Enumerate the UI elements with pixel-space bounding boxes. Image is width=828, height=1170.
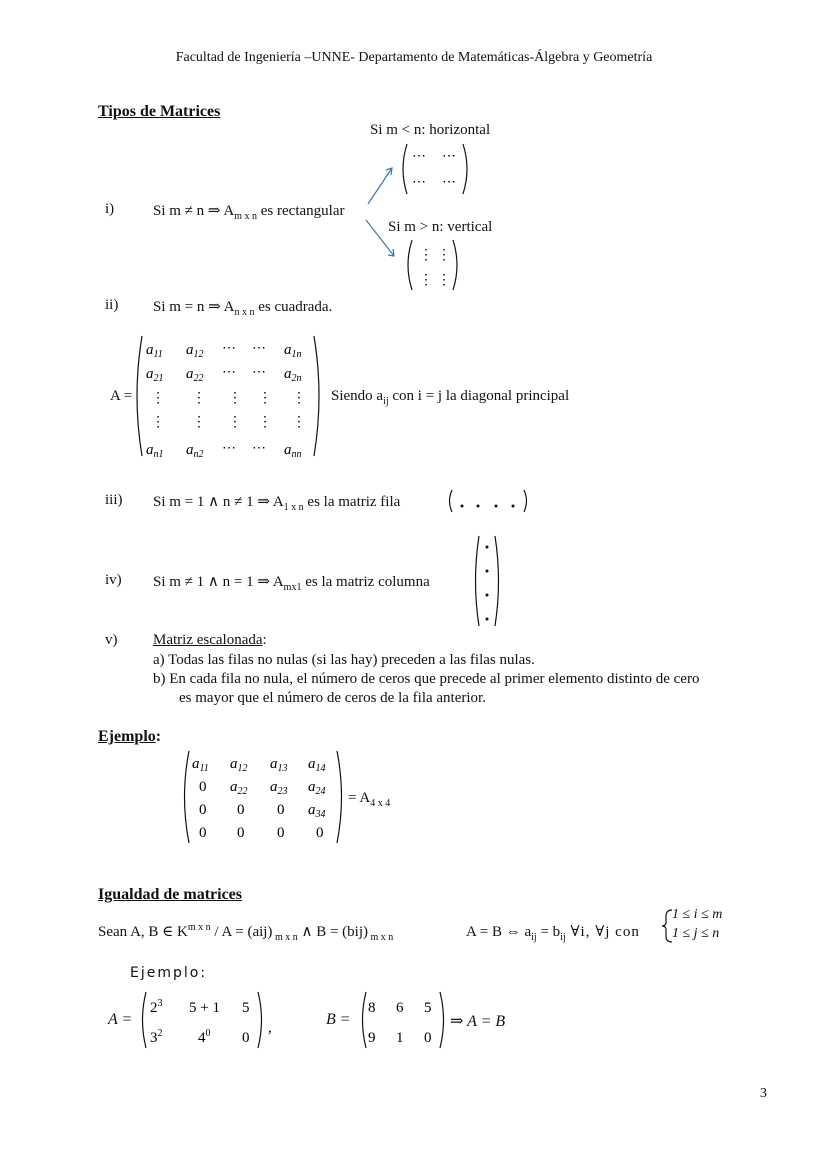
svg-text:⋮: ⋮ [419,273,433,288]
section-title-igualdad: Igualdad de matrices [98,886,242,903]
vertical-label: Si m > n: vertical [388,219,493,235]
column-matrix [470,533,504,629]
example-result: = $A_{4 x 4}$ [348,790,391,809]
example-conclusion: ⇒ A = B [450,1013,506,1030]
example-A-label: A = [108,1011,133,1028]
svg-text:⋮: ⋮ [151,391,165,406]
svg-text:1: 1 [396,1030,404,1046]
svg-text:a12: $a_{12}$ [230,756,248,774]
svg-text:32: $3^2$ [150,1028,163,1046]
svg-text:9: 9 [368,1030,376,1046]
svg-text:an1: $a_{n1}$ [146,442,164,460]
svg-text:an2: $a_{n2}$ [186,442,204,460]
svg-text:⋯: ⋯ [442,149,456,164]
svg-text:0: 0 [199,802,207,818]
item-iii-text: Si m = 1 ∧ n ≠ 1 ⇒ $A_{1 x n}$ es la matriz fila [153,494,401,513]
echelon-matrix [180,748,346,846]
svg-text:0: 0 [277,802,285,818]
svg-text:⋯: ⋯ [252,341,266,356]
svg-text:⋯: ⋯ [222,441,236,456]
item-iv-number: iv) [105,572,122,588]
svg-text:⋯: ⋯ [222,365,236,380]
item-i-text: Si m ≠ n ⇒ $A_{m x n}$ es rectangular [153,203,345,222]
svg-text:⋮: ⋮ [292,415,306,430]
svg-text:a14: $a_{14}$ [308,756,326,774]
example-A-matrix [136,988,276,1052]
horizontal-label: Si m < n: horizontal [370,122,491,138]
svg-text:⋮: ⋮ [258,415,272,430]
equality-condition: A = B ⇔ $a_{ij} = b_{ij}$ ∀i, ∀j con [466,924,640,943]
svg-text:a34: $a_{34}$ [308,802,326,820]
equality-definition: Sean A, B ∈ $K^{m x n} / A = (aij)$ $_{m x n}$ ∧ B = (bij) $_{m x n}$ [98,922,394,943]
item-iii-number: iii) [105,492,123,508]
svg-text:0: 0 [316,825,324,841]
svg-text:⋮: ⋮ [437,248,451,263]
svg-text:⋯: ⋯ [252,365,266,380]
svg-text:⋯: ⋯ [222,341,236,356]
svg-text:a13: $a_{13}$ [270,756,288,774]
range-j: 1 ≤ j ≤ n [672,926,720,941]
vertical-matrix [400,237,465,293]
svg-text:⋮: ⋮ [228,415,242,430]
row-matrix [446,486,532,516]
svg-text:a22: $a_{22}$ [186,366,204,384]
matrix-A-label: A = [110,388,133,404]
item-ii-text: Si m = n ⇒ $A_{n x n}$ es cuadrada. [153,299,333,318]
svg-text:40: $4^0$ [198,1028,211,1046]
svg-text:5: 5 [424,1000,432,1016]
svg-text:0: 0 [237,802,245,818]
range-i: 1 ≤ i ≤ m [672,907,723,922]
svg-text:a21: $a_{21}$ [146,366,164,384]
item-iv-text: Si m ≠ 1 ∧ n = 1 ⇒ $A_{mx1}$ es la matriz columna [153,574,430,593]
item-v-number: v) [105,632,118,648]
svg-text:a12: $a_{12}$ [186,342,204,360]
svg-text:5: 5 [242,1000,250,1016]
item-v-label: Matriz escalonada: [153,632,267,648]
svg-text:⋯: ⋯ [412,149,426,164]
svg-text:a1n: $a_{1n}$ [284,342,302,360]
svg-text:⋯: ⋯ [442,175,456,190]
svg-text:⋮: ⋮ [292,391,306,406]
svg-text:a11: $a_{11}$ [192,756,209,774]
svg-text:0: 0 [199,779,207,795]
svg-text:0: 0 [277,825,285,841]
diagonal-note: Siendo $a_{ij}$ con i = j la diagonal principal [331,388,570,407]
svg-text:⋮: ⋮ [228,391,242,406]
svg-text:6: 6 [396,1000,404,1016]
svg-text:0: 0 [199,825,207,841]
page-number: 3 [760,1086,767,1101]
square-matrix [134,332,324,460]
example-title: Ejemplo: [98,728,162,745]
svg-text:23: $2^3$ [150,998,163,1016]
svg-text:⋮: ⋮ [437,273,451,288]
item-v-a: a) Todas las filas no nulas (si las hay) preceden a las filas nulas. [153,652,535,668]
svg-text:8: 8 [368,1000,376,1016]
svg-text:5 + 1: 5 + 1 [189,1000,220,1016]
equality-example-label: Ejemplo: [130,965,208,981]
svg-text:⋮: ⋮ [151,415,165,430]
section-title-tipos: Tipos de Matrices [98,103,221,120]
svg-text:a2n: $a_{2n}$ [284,366,302,384]
example-B-matrix [356,988,450,1052]
svg-text:⋮: ⋮ [419,248,433,263]
svg-text:a23: $a_{23}$ [270,779,288,797]
svg-text:⋮: ⋮ [192,391,206,406]
svg-text:⋯: ⋯ [252,441,266,456]
item-ii-number: ii) [105,297,119,313]
svg-text:0: 0 [242,1030,250,1046]
svg-text:ann: $a_{nn}$ [284,442,302,460]
svg-text:,: , [268,1020,272,1036]
svg-text:⋮: ⋮ [192,415,206,430]
svg-text:a24: $a_{24}$ [308,779,326,797]
svg-text:⋮: ⋮ [258,391,272,406]
svg-text:0: 0 [424,1030,432,1046]
svg-text:0: 0 [237,825,245,841]
svg-text:a22: $a_{22}$ [230,779,248,797]
item-i-number: i) [105,201,115,217]
item-v-b2: es mayor que el número de ceros de la fila anterior. [179,690,486,706]
example-B-label: B = [326,1011,351,1028]
svg-text:⋯: ⋯ [412,175,426,190]
svg-text:a11: $a_{11}$ [146,342,163,360]
item-v-b1: b) En cada fila no nula, el número de ceros que precede al primer elemento distinto de cero [153,671,700,687]
page-header: Facultad de Ingeniería –UNNE- Departamento de Matemáticas-Álgebra y Geometría [175,50,653,65]
